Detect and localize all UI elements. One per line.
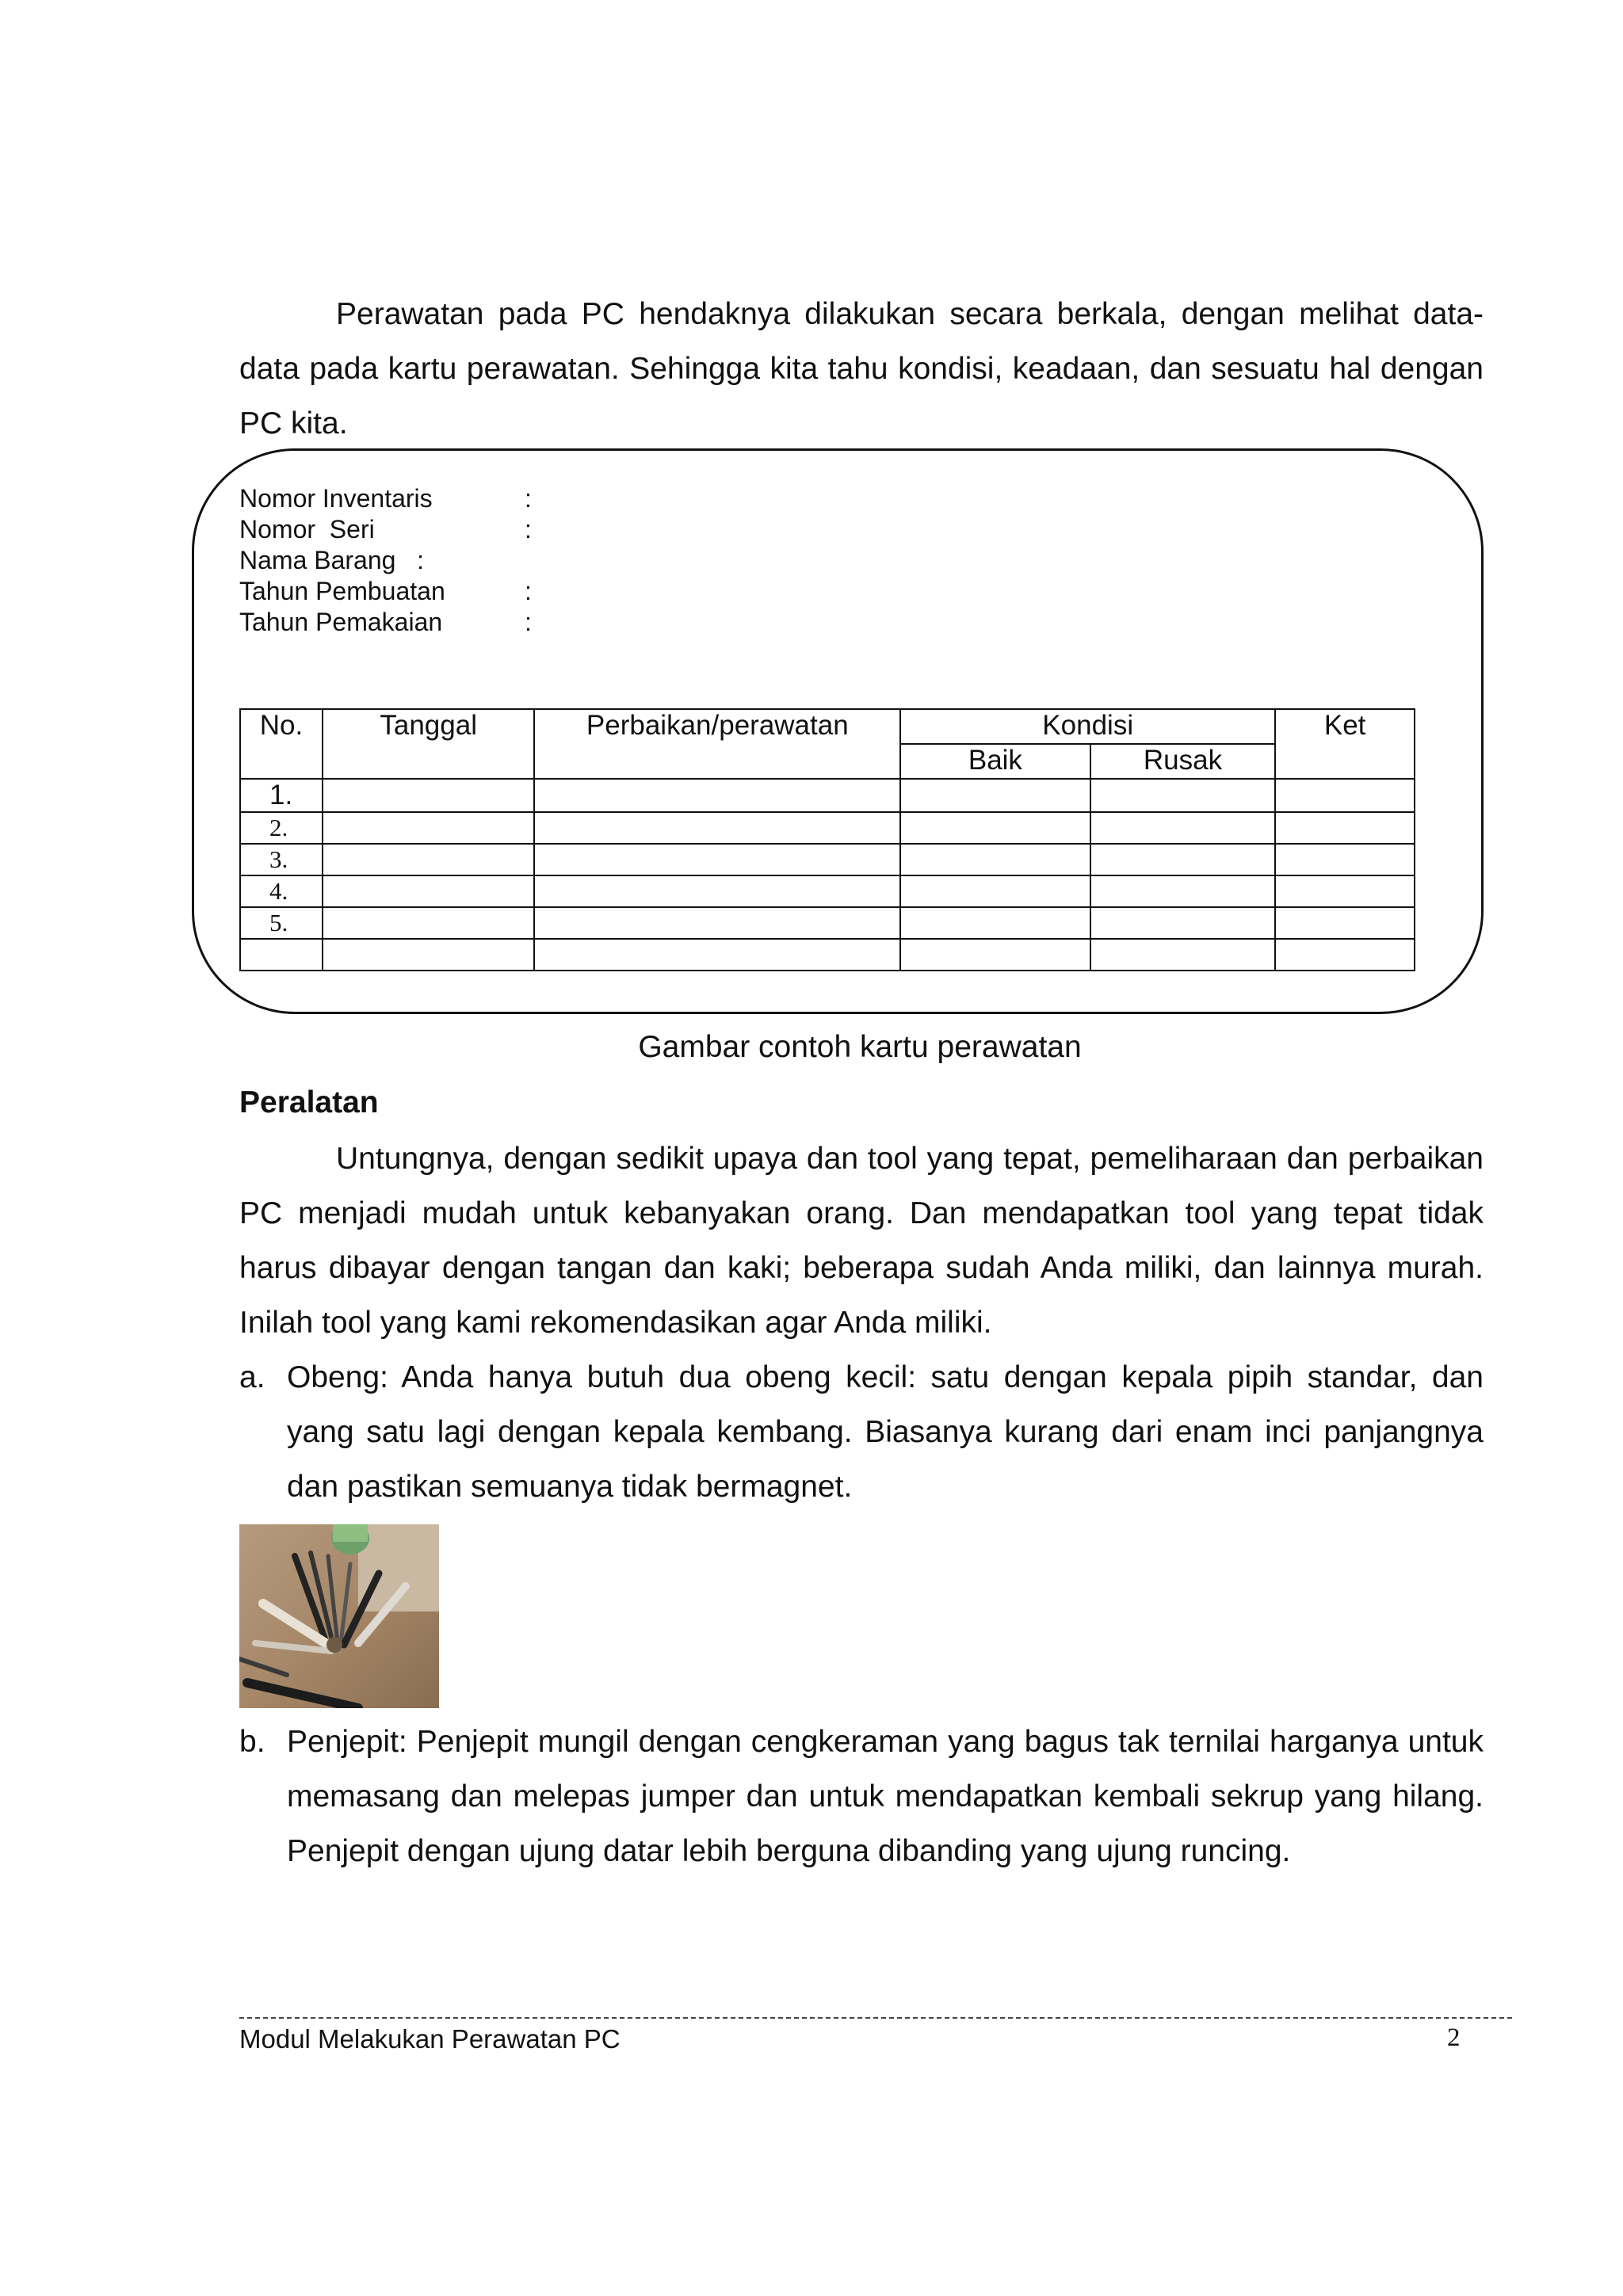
section-paragraph — [239, 1131, 1484, 1350]
field-label: Nomor Seri — [239, 515, 375, 543]
card-fields — [239, 483, 532, 638]
list-item — [239, 1714, 1484, 1878]
intro-paragraph — [239, 287, 1484, 451]
row-number: 4. — [240, 875, 323, 907]
table-row — [240, 907, 1415, 939]
field-colon: : — [525, 577, 532, 605]
table-row — [240, 812, 1415, 844]
table-row — [240, 875, 1415, 907]
footer-title: Modul Melakukan Perawatan PC — [239, 2024, 621, 2054]
section-heading: Peralatan — [239, 1085, 379, 1119]
list-text: Penjepit: Penjepit mungil dengan cengkeraman yang bagus tak ternilai harganya untuk memasang dan melepas jumper dan untuk mendapatkan kembali sekrup yang hilang. Penjepit dengan ujung datar lebih berguna dibanding yang ujung runcing. — [287, 1725, 1484, 1868]
row-number — [240, 939, 323, 971]
header-baik: Baik — [900, 744, 1090, 779]
list-marker: a. — [239, 1360, 265, 1394]
figure-caption: Gambar contoh kartu perawatan — [638, 1030, 1082, 1064]
table-row — [240, 779, 1415, 812]
row-number: 1. — [240, 779, 323, 812]
page-number: 2 — [1447, 2023, 1461, 2052]
list-text: Obeng: Anda hanya butuh dua obeng kecil: satu dengan kepala pipih standar, dan yang satu lagi dengan kepala kembang. Biasanya kurang dari enam inci panjangnya dan pastikan semuanya tidak bermagnet. — [287, 1360, 1484, 1504]
section-text: Untungnya, dengan sedikit upaya dan tool yang tepat, pemeliharaan dan perbaikan PC menjadi mudah untuk kebanyakan orang. Dan mendapatkan tool yang tepat tidak harus dibayar dengan tangan dan kaki; beberapa sudah Anda miliki, dan lainnya murah. Inilah tool yang kami rekomendasikan agar Anda miliki. — [239, 1142, 1484, 1340]
header-perbaikan: Perbaikan/perawatan — [534, 709, 900, 779]
header-no: No. — [240, 709, 323, 779]
field-label: Tahun Pembuatan — [239, 577, 445, 605]
maintenance-table — [239, 708, 1415, 971]
list-item — [239, 1350, 1484, 1514]
tools-image — [239, 1524, 439, 1708]
field-label: Tahun Pemakaian — [239, 608, 443, 636]
field-row — [239, 483, 532, 514]
screwdriver-photo — [239, 1524, 439, 1708]
field-colon: : — [525, 484, 532, 513]
header-kondisi: Kondisi — [900, 709, 1275, 744]
field-row — [239, 514, 532, 545]
table-row — [240, 844, 1415, 875]
header-ket: Ket — [1275, 709, 1415, 779]
intro-text: Perawatan pada PC hendaknya dilakukan secara berkala, dengan melihat data-data pada kartu perawatan. Sehingga kita tahu kondisi, keadaan, dan sesuatu hal dengan PC kita. — [239, 297, 1484, 441]
field-label: Nama Barang : — [239, 546, 424, 574]
row-number: 5. — [240, 907, 323, 939]
field-colon: : — [525, 608, 532, 636]
list-marker: b. — [239, 1725, 265, 1759]
field-colon: : — [525, 515, 532, 543]
field-row — [239, 607, 532, 638]
field-label: Nomor Inventaris — [239, 484, 433, 513]
header-rusak: Rusak — [1090, 744, 1276, 779]
table-row — [240, 939, 1415, 971]
row-number: 2. — [240, 812, 323, 844]
row-number: 3. — [240, 844, 323, 875]
field-row — [239, 576, 532, 607]
field-row — [239, 545, 424, 576]
footer-divider — [239, 2017, 1512, 2019]
header-tanggal: Tanggal — [323, 709, 535, 779]
